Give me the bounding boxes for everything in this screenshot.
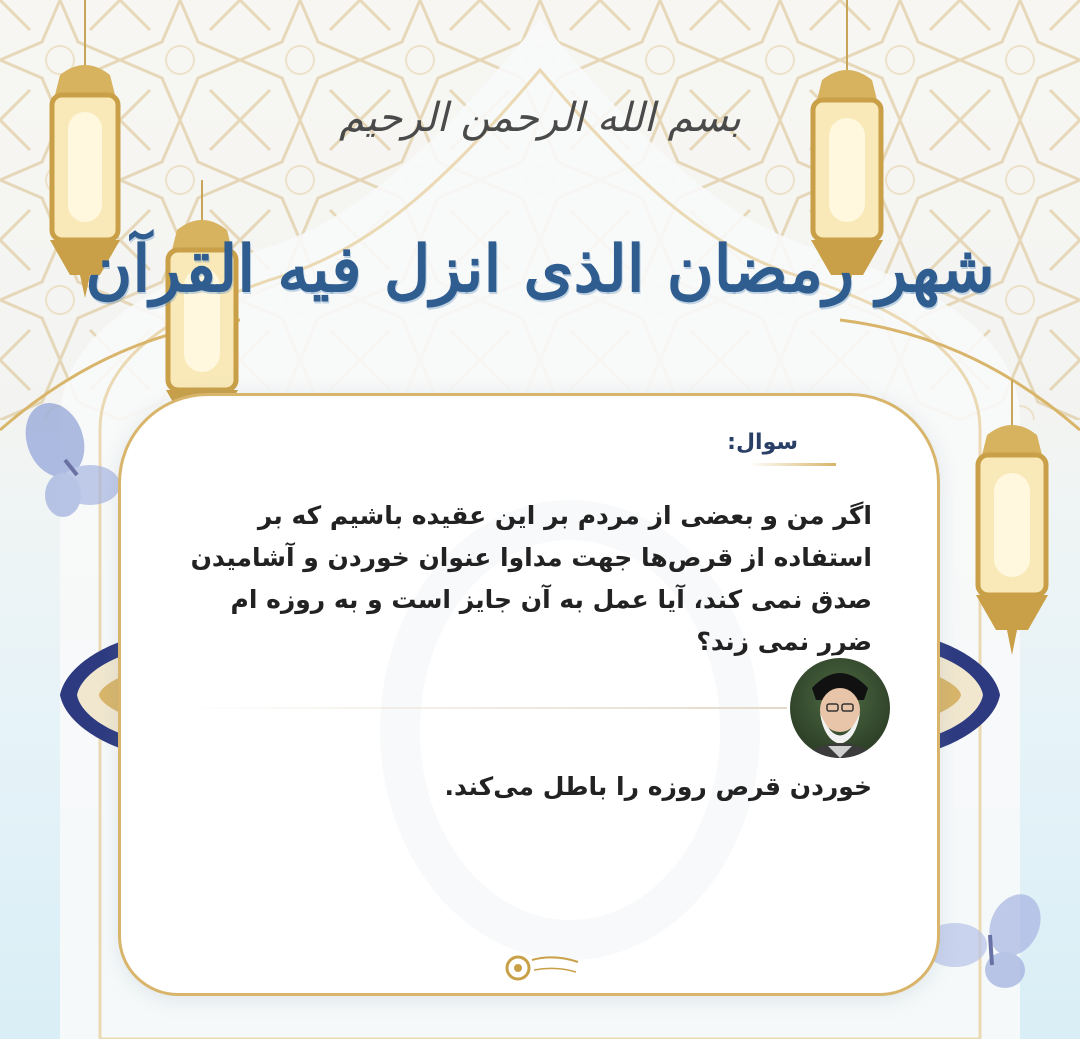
avatar — [790, 658, 890, 758]
question-label: سوال: — [727, 430, 798, 455]
section-divider — [178, 707, 790, 709]
question-text: اگر من و بعضی از مردم بر این عقیده باشیم که بر استفاده از قرص‌ها جهت مداوا عنوان خوردن و آشامیدن صدق نمی کند، آیا عمل به آن جایز است و به روزه ام ضرر نمی زند؟ — [190, 501, 872, 656]
left-ornament — [55, 640, 125, 750]
answer-text: خوردن قرص روزه را باطل می‌کند. — [444, 772, 872, 801]
quran-verse-calligraphy: شهر رمضان الذی انزل فیه القرآن — [85, 232, 995, 307]
person-portrait-icon — [790, 658, 890, 758]
mizan-logo-icon — [504, 946, 584, 996]
butterfly-icon — [15, 400, 125, 520]
lantern-icon — [960, 380, 1065, 660]
mizan-logo — [504, 946, 584, 996]
question-label-underline — [748, 463, 836, 466]
bismillah-calligraphy: بسم الله الرحمن الرحيم — [338, 95, 742, 141]
